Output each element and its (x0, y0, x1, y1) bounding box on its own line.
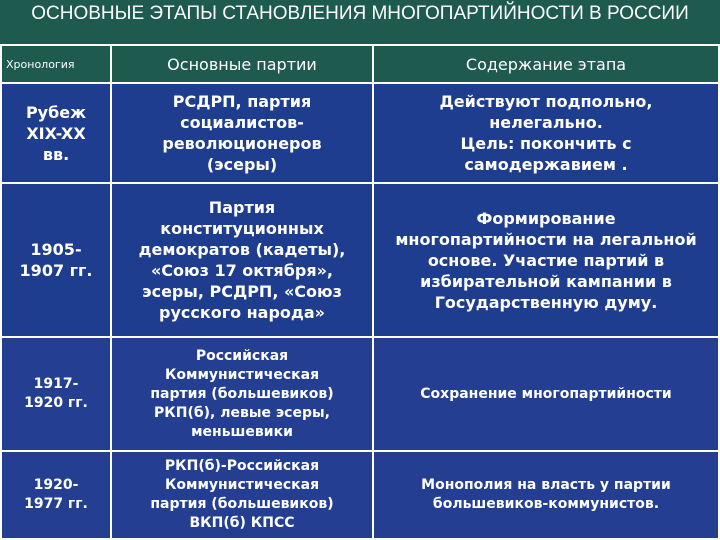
row-parties: Партия конституционных демократов (кадеты), «Союз 17 октября», эсеры, РСДРП, «Союз русского народа» (111, 183, 373, 337)
table-row (1, 183, 719, 337)
row-content: Формирование многопартийности на легальной основе. Участие партий в избирательной кампании в Государственную думу. (373, 183, 719, 337)
row-content: Сохранение многопартийности (373, 337, 719, 451)
row-period: 1920- 1977 гг. (1, 451, 111, 539)
row-period: Рубеж XIX-XX вв. (1, 83, 111, 183)
header-parties: Основные партии (111, 45, 373, 83)
table-header-row (1, 45, 719, 83)
page-title-text: ОСНОВНЫЕ ЭТАПЫ СТАНОВЛЕНИЯ МНОГОПАРТИЙНОСТИ В РОССИИ (31, 3, 689, 24)
row-parties: РКП(б)-Российская Коммунистическая партия (большевиков) ВКП(б) КПСС (111, 451, 373, 539)
table-row (1, 337, 719, 451)
table-row (1, 83, 719, 183)
row-period: 1917- 1920 гг. (1, 337, 111, 451)
row-content: Действуют подпольно, нелегально. Цель: покончить с самодержавием . (373, 83, 719, 183)
stages-table (0, 44, 720, 540)
row-parties: Российская Коммунистическая партия (большевиков) РКП(б), левые эсеры, меньшевики (111, 337, 373, 451)
header-content: Содержание этапа (373, 45, 719, 83)
row-content: Монополия на власть у партии большевиков-коммунистов. (373, 451, 719, 539)
header-chronology: Хронология (1, 45, 111, 83)
row-parties: РСДРП, партия социалистов- революционеров (эсеры) (111, 83, 373, 183)
row-period: 1905- 1907 гг. (1, 183, 111, 337)
table-row (1, 451, 719, 539)
page-title (0, 0, 720, 44)
